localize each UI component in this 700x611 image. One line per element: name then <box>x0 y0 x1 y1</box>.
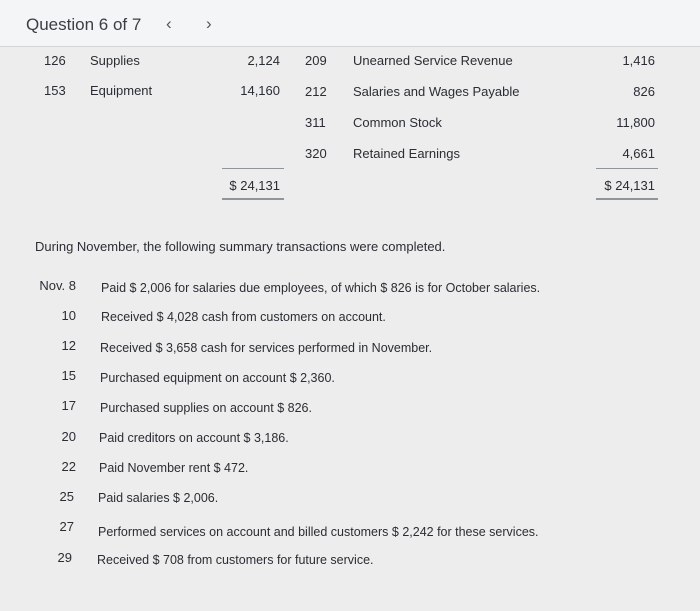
account-amount: 1,416 <box>622 53 655 68</box>
total-double-rule <box>222 198 284 200</box>
previous-question-icon[interactable]: ‹ <box>166 14 172 33</box>
transaction-date: 17 <box>61 398 76 413</box>
account-name: Equipment <box>90 83 153 98</box>
account-number: 209 <box>305 53 327 68</box>
transactions-intro: During November, the following summary transactions were completed. <box>35 239 446 254</box>
transaction-date: 20 <box>61 429 76 444</box>
subtotal-rule <box>222 168 284 169</box>
transaction-text: Received $ 4,028 cash from customers on account. <box>101 310 386 324</box>
account-amount: 826 <box>633 84 655 99</box>
transaction-text: Paid salaries $ 2,006. <box>98 491 219 505</box>
transaction-text: Received $ 3,658 cash for services performed in November. <box>100 341 433 355</box>
transaction-text: Paid $ 2,006 for salaries due employees, of which $ 826 is for October salaries. <box>101 281 541 295</box>
account-name: Common Stock <box>353 115 442 130</box>
subtotal-rule <box>596 168 658 169</box>
question-header <box>0 0 700 47</box>
transaction-date: Nov. 8 <box>39 278 76 293</box>
transaction-text: Paid November rent $ 472. <box>99 461 249 475</box>
total-double-rule <box>596 198 658 200</box>
account-name: Retained Earnings <box>353 146 460 161</box>
account-number: 212 <box>305 84 327 99</box>
transaction-date: 25 <box>59 489 74 504</box>
transaction-date: 27 <box>59 519 74 534</box>
transaction-text: Purchased supplies on account $ 826. <box>100 401 312 415</box>
transaction-text: Performed services on account and billed customers $ 2,242 for these services. <box>98 525 539 539</box>
account-amount: 11,800 <box>616 115 655 130</box>
transaction-date: 12 <box>61 338 76 353</box>
transaction-date: 29 <box>57 550 72 565</box>
transaction-text: Received $ 708 from customers for future service. <box>97 553 374 567</box>
transaction-date: 10 <box>61 308 76 323</box>
account-amount: 14,160 <box>240 83 280 98</box>
right-total: $ 24,131 <box>604 178 655 193</box>
account-name: Unearned Service Revenue <box>353 53 513 68</box>
account-number: 153 <box>44 83 66 98</box>
transaction-text: Purchased equipment on account $ 2,360. <box>100 371 335 385</box>
left-total: $ 24,131 <box>229 178 280 193</box>
account-name: Supplies <box>90 53 140 68</box>
account-amount: 4,661 <box>622 146 655 161</box>
account-number: 320 <box>305 146 327 161</box>
transaction-date: 15 <box>61 368 76 383</box>
next-question-icon[interactable]: › <box>206 14 212 33</box>
question-counter: Question 6 of 7 <box>26 15 142 34</box>
account-amount: 2,124 <box>247 53 280 68</box>
question-content <box>0 47 700 611</box>
transaction-date: 22 <box>61 459 76 474</box>
account-number: 311 <box>305 115 326 130</box>
transaction-text: Paid creditors on account $ 3,186. <box>99 431 289 445</box>
account-number: 126 <box>44 53 66 68</box>
account-name: Salaries and Wages Payable <box>353 84 520 99</box>
